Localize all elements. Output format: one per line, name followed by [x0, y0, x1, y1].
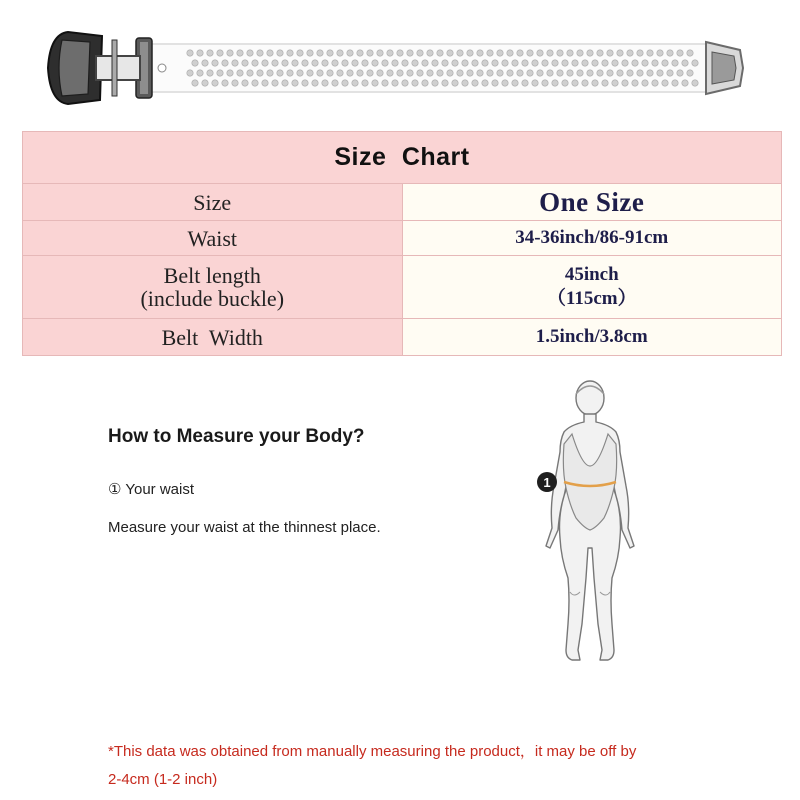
- belt-stud: [237, 50, 243, 56]
- belt-stud: [502, 80, 508, 86]
- belt-stud: [642, 60, 648, 66]
- belt-stud: [577, 50, 583, 56]
- belt-stud: [242, 80, 248, 86]
- belt-stud: [652, 80, 658, 86]
- belt-stud: [487, 70, 493, 76]
- belt-stud: [497, 70, 503, 76]
- belt-stud: [347, 50, 353, 56]
- belt-stud: [312, 80, 318, 86]
- belt-stud: [572, 60, 578, 66]
- belt-stud: [297, 70, 303, 76]
- belt-stud: [377, 50, 383, 56]
- belt-stud: [542, 80, 548, 86]
- belt-stud: [362, 80, 368, 86]
- belt-stud: [392, 60, 398, 66]
- belt-stud: [467, 50, 473, 56]
- belt-stud: [332, 60, 338, 66]
- belt-stud: [362, 60, 368, 66]
- belt-stud: [262, 60, 268, 66]
- body-outline-icon: [530, 378, 650, 678]
- table-row: [23, 184, 782, 221]
- belt-stud: [507, 70, 513, 76]
- belt-stud: [432, 80, 438, 86]
- belt-stud: [687, 50, 693, 56]
- belt-stud: [247, 50, 253, 56]
- belt-length-label-line2: (include buckle): [140, 286, 285, 311]
- belt-stud: [232, 80, 238, 86]
- belt-stud: [217, 50, 223, 56]
- belt-stud: [662, 80, 668, 86]
- belt-stud: [237, 70, 243, 76]
- belt-stud: [432, 60, 438, 66]
- belt-stud: [457, 50, 463, 56]
- belt-stud: [587, 70, 593, 76]
- belt-stud: [357, 70, 363, 76]
- size-chart-table: [22, 131, 782, 356]
- svg-text:1: 1: [543, 475, 551, 490]
- belt-stud: [317, 70, 323, 76]
- belt-stud: [372, 60, 378, 66]
- belt-stud: [197, 70, 203, 76]
- belt-stud: [287, 50, 293, 56]
- belt-stud: [252, 80, 258, 86]
- belt-stud: [232, 60, 238, 66]
- belt-stud: [677, 50, 683, 56]
- belt-stud: [552, 60, 558, 66]
- belt-stud: [212, 80, 218, 86]
- belt-stud: [457, 70, 463, 76]
- belt-stud: [202, 80, 208, 86]
- belt-stud: [187, 50, 193, 56]
- belt-stud: [427, 50, 433, 56]
- row-label-size: Size: [23, 184, 403, 221]
- belt-stud: [517, 50, 523, 56]
- belt-stud: [442, 80, 448, 86]
- belt-stud: [527, 70, 533, 76]
- belt-stud: [482, 60, 488, 66]
- belt-stud: [292, 60, 298, 66]
- belt-stud: [422, 80, 428, 86]
- belt-stud: [277, 70, 283, 76]
- belt-stud: [482, 80, 488, 86]
- belt-stud: [602, 80, 608, 86]
- belt-stud: [677, 70, 683, 76]
- belt-stud: [342, 60, 348, 66]
- belt-stud: [367, 50, 373, 56]
- belt-stud: [502, 60, 508, 66]
- belt-stud: [492, 80, 498, 86]
- belt-stud: [352, 60, 358, 66]
- belt-stud: [207, 50, 213, 56]
- belt-stud: [532, 60, 538, 66]
- row-label-belt-width: Belt Width: [23, 319, 403, 356]
- belt-stud: [442, 60, 448, 66]
- belt-stud: [192, 60, 198, 66]
- belt-stud: [272, 60, 278, 66]
- belt-stud: [267, 70, 273, 76]
- belt-stud: [212, 60, 218, 66]
- belt-stud: [227, 50, 233, 56]
- belt-stud: [187, 70, 193, 76]
- belt-stud: [462, 80, 468, 86]
- belt-stud: [682, 60, 688, 66]
- belt-stud: [667, 70, 673, 76]
- row-value-waist: 34-36inch/86-91cm: [402, 221, 782, 256]
- belt-stud: [627, 70, 633, 76]
- belt-stud: [557, 70, 563, 76]
- belt-stud: [577, 70, 583, 76]
- belt-stud: [437, 70, 443, 76]
- row-value-belt-width: 1.5inch/3.8cm: [402, 319, 782, 356]
- belt-stud: [477, 50, 483, 56]
- belt-stud: [247, 70, 253, 76]
- belt-stud: [547, 50, 553, 56]
- belt-length-value-line1: 45inch: [564, 264, 619, 285]
- belt-stud: [517, 70, 523, 76]
- belt-stud: [597, 70, 603, 76]
- belt-stud: [642, 80, 648, 86]
- belt-stud: [267, 50, 273, 56]
- disclaimer-line1: *This data was obtained from manually measuring the product，it may be off by: [108, 743, 637, 760]
- belt-stud: [682, 80, 688, 86]
- belt-stud: [607, 70, 613, 76]
- size-chart-title: Size Chart: [23, 132, 782, 184]
- belt-stud: [567, 70, 573, 76]
- belt-stud: [552, 80, 558, 86]
- belt-stud: [367, 70, 373, 76]
- belt-stud: [202, 60, 208, 66]
- belt-stud: [657, 50, 663, 56]
- belt-stud: [222, 60, 228, 66]
- belt-stud: [572, 80, 578, 86]
- belt-stud: [422, 60, 428, 66]
- rhinestone-belt-icon: [40, 20, 760, 110]
- belt-stud: [277, 50, 283, 56]
- belt-stud: [262, 80, 268, 86]
- belt-stud: [522, 80, 528, 86]
- belt-stud: [382, 80, 388, 86]
- belt-stud: [687, 70, 693, 76]
- belt-stud: [257, 70, 263, 76]
- belt-stud: [417, 70, 423, 76]
- belt-stud: [302, 80, 308, 86]
- waist-marker: [537, 472, 557, 492]
- belt-stud: [472, 60, 478, 66]
- belt-stud: [447, 50, 453, 56]
- belt-stud: [557, 50, 563, 56]
- belt-stud: [537, 50, 543, 56]
- belt-stud: [382, 60, 388, 66]
- belt-stud: [282, 60, 288, 66]
- belt-length-label-line1: Belt length: [163, 263, 261, 288]
- belt-stud: [347, 70, 353, 76]
- belt-stud: [547, 70, 553, 76]
- belt-stud: [507, 50, 513, 56]
- belt-stud: [527, 50, 533, 56]
- belt-stud: [627, 50, 633, 56]
- belt-stud: [257, 50, 263, 56]
- belt-stud: [452, 80, 458, 86]
- belt-stud: [632, 80, 638, 86]
- belt-stud: [462, 60, 468, 66]
- belt-stud: [667, 50, 673, 56]
- belt-stud: [402, 80, 408, 86]
- belt-stud: [252, 60, 258, 66]
- table-row: [23, 319, 782, 356]
- belt-stud: [447, 70, 453, 76]
- belt-stud: [597, 50, 603, 56]
- belt-stud: [302, 60, 308, 66]
- belt-stud: [612, 60, 618, 66]
- table-row: [23, 221, 782, 256]
- row-label-waist: Waist: [23, 221, 403, 256]
- belt-stud: [587, 50, 593, 56]
- belt-stud: [562, 60, 568, 66]
- belt-stud: [387, 50, 393, 56]
- belt-stud: [497, 50, 503, 56]
- belt-stud: [467, 70, 473, 76]
- belt-stud: [612, 80, 618, 86]
- belt-stud: [412, 60, 418, 66]
- belt-stud: [307, 50, 313, 56]
- belt-stud: [417, 50, 423, 56]
- belt-stud: [407, 50, 413, 56]
- belt-stud: [322, 60, 328, 66]
- belt-stud: [692, 80, 698, 86]
- table-row: [23, 256, 782, 319]
- belt-stud: [647, 50, 653, 56]
- belt-length-value-line2: （115cm）: [546, 288, 637, 309]
- belt-stud: [607, 50, 613, 56]
- belt-stud: [537, 70, 543, 76]
- belt-stud: [532, 80, 538, 86]
- belt-stud: [357, 50, 363, 56]
- belt-stud: [272, 80, 278, 86]
- measure-heading: How to Measure your Body?: [108, 426, 365, 447]
- belt-stud: [637, 70, 643, 76]
- belt-stud: [672, 60, 678, 66]
- belt-stud: [192, 80, 198, 86]
- belt-stud: [647, 70, 653, 76]
- belt-stud: [197, 50, 203, 56]
- belt-stud: [632, 60, 638, 66]
- belt-stud: [657, 70, 663, 76]
- belt-stud: [297, 50, 303, 56]
- belt-stud: [337, 50, 343, 56]
- belt-stud: [617, 50, 623, 56]
- belt-stud: [407, 70, 413, 76]
- belt-stud: [397, 70, 403, 76]
- belt-stud: [287, 70, 293, 76]
- belt-stud: [207, 70, 213, 76]
- belt-stud: [567, 50, 573, 56]
- belt-stud: [372, 80, 378, 86]
- belt-stud: [352, 80, 358, 86]
- belt-stud: [492, 60, 498, 66]
- belt-stud: [602, 60, 608, 66]
- belt-stud: [392, 80, 398, 86]
- belt-stud: [512, 80, 518, 86]
- belt-stud: [337, 70, 343, 76]
- belt-stud: [332, 80, 338, 86]
- belt-stud: [412, 80, 418, 86]
- belt-stud: [327, 50, 333, 56]
- belt-stud: [622, 60, 628, 66]
- measurement-disclaimer: [108, 738, 748, 794]
- belt-stud: [622, 80, 628, 86]
- belt-stud: [227, 70, 233, 76]
- belt-stud: [397, 50, 403, 56]
- belt-stud: [377, 70, 383, 76]
- measure-description: Measure your waist at the thinnest place.: [108, 519, 381, 536]
- belt-stud: [522, 60, 528, 66]
- belt-stud: [217, 70, 223, 76]
- belt-stud: [327, 70, 333, 76]
- belt-stud: [342, 80, 348, 86]
- belt-stud: [542, 60, 548, 66]
- belt-stud: [617, 70, 623, 76]
- belt-stud: [512, 60, 518, 66]
- measure-point-waist: ① Your waist: [108, 481, 194, 498]
- belt-stud: [387, 70, 393, 76]
- belt-stud: [292, 80, 298, 86]
- row-label-belt-length: [23, 256, 403, 319]
- belt-stud: [402, 60, 408, 66]
- belt-stud: [242, 60, 248, 66]
- belt-stud: [637, 50, 643, 56]
- belt-stud: [222, 80, 228, 86]
- belt-stud: [472, 80, 478, 86]
- belt-stud: [437, 50, 443, 56]
- belt-stud: [592, 60, 598, 66]
- disclaimer-line2: 2-4cm (1-2 inch): [108, 771, 218, 788]
- belt-stud: [592, 80, 598, 86]
- belt-stud: [582, 80, 588, 86]
- belt-stud: [672, 80, 678, 86]
- row-value-belt-length: [402, 256, 782, 319]
- belt-stud: [487, 50, 493, 56]
- belt-stud: [652, 60, 658, 66]
- belt-stud: [582, 60, 588, 66]
- belt-stud: [692, 60, 698, 66]
- belt-stud: [477, 70, 483, 76]
- belt-stud: [427, 70, 433, 76]
- belt-stud: [562, 80, 568, 86]
- row-value-size: One Size: [402, 184, 782, 221]
- belt-stud: [317, 50, 323, 56]
- belt-stud: [282, 80, 288, 86]
- belt-stud: [307, 70, 313, 76]
- belt-stud: [452, 60, 458, 66]
- belt-stud: [322, 80, 328, 86]
- belt-stud: [662, 60, 668, 66]
- belt-stud: [312, 60, 318, 66]
